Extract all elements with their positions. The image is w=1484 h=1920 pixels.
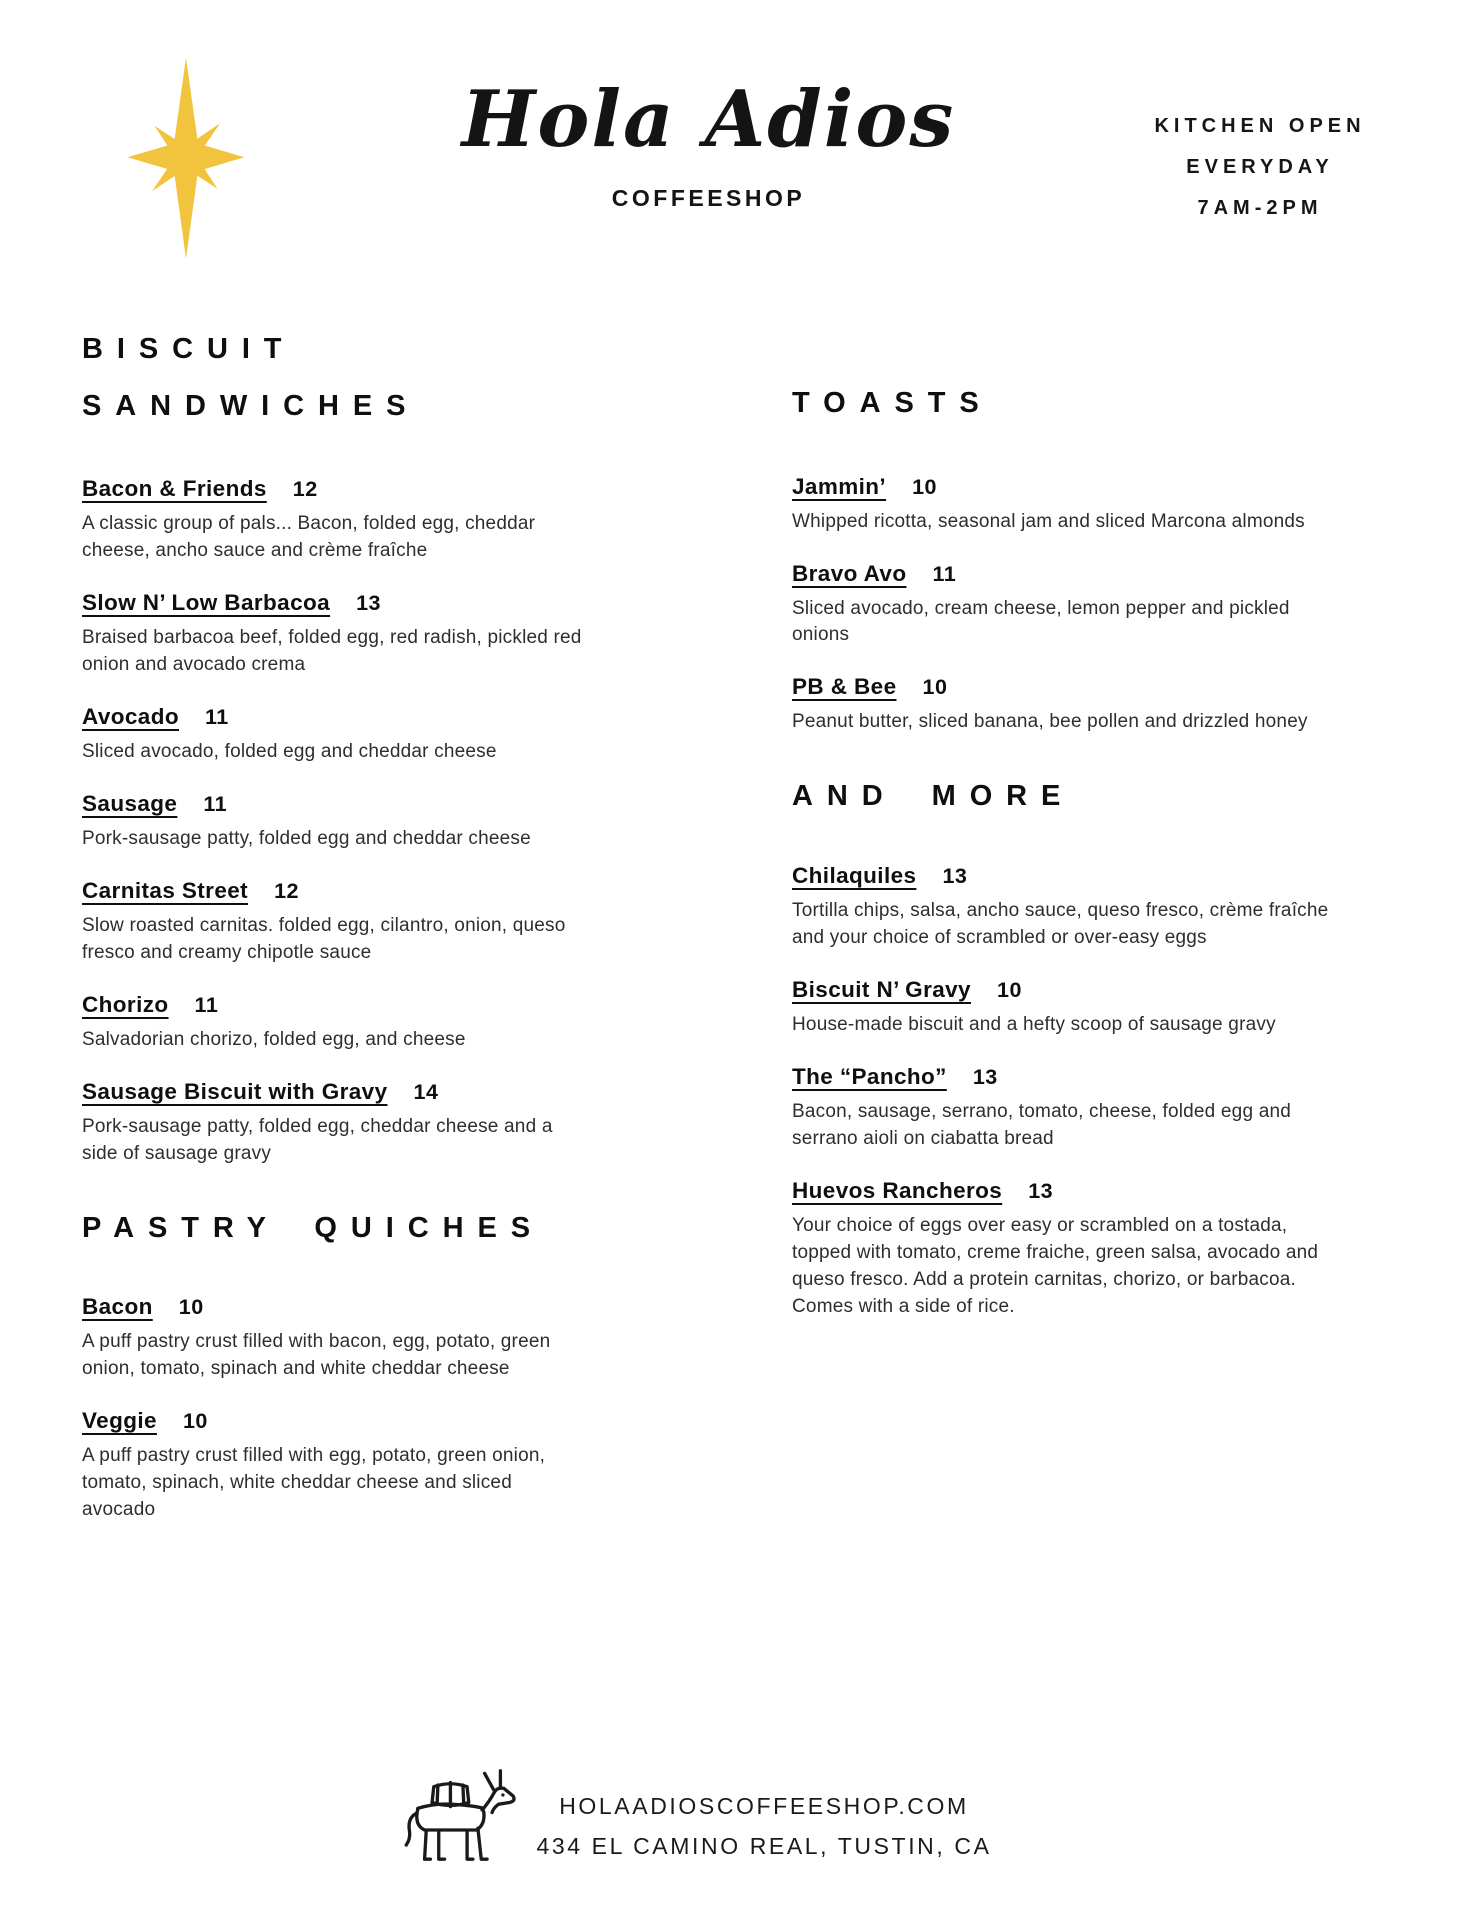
item-name: Chilaquiles (792, 862, 917, 888)
item-price: 10 (922, 675, 948, 700)
item-description: Tortilla chips, salsa, ancho sauce, queso fresco, crème fraîche and your choice of scrambled or over-easy eggs (792, 899, 1329, 948)
item-header (792, 674, 1410, 700)
item-description: Sliced avocado, cream cheese, lemon pepper and pickled onions (792, 597, 1290, 646)
menu-item-bacon-quiche (82, 1294, 722, 1383)
item-header (792, 1178, 1410, 1204)
menu-item-sausage-biscuit-with-gravy (82, 1079, 722, 1168)
item-description: Sliced avocado, folded egg and cheddar cheese (82, 740, 497, 762)
item-header (792, 863, 1410, 889)
item-description: Salvadorian chorizo, folded egg, and cheese (82, 1028, 466, 1050)
item-price: 11 (203, 791, 228, 816)
item-price: 13 (942, 863, 968, 888)
brand (307, 46, 1110, 212)
column-gap (722, 321, 792, 1765)
item-price: 13 (356, 591, 381, 616)
menu-item-the-pancho (792, 1064, 1410, 1153)
item-name: Bacon (82, 1294, 153, 1320)
item-header (82, 704, 722, 730)
item-description: Whipped ricotta, seasonal jam and sliced Marcona almonds (792, 510, 1305, 532)
item-header (82, 590, 722, 616)
menu-item-veggie-quiche (82, 1408, 722, 1524)
menu-item-jammin (792, 474, 1410, 536)
menu-item-carnitas-street (82, 878, 722, 967)
menu-item-chilaquiles (792, 863, 1410, 952)
item-price: 10 (178, 1295, 204, 1320)
item-name: Avocado (82, 703, 179, 729)
menu-item-slow-n-low-barbacoa (82, 590, 722, 679)
menu-column-right (792, 321, 1410, 1765)
section-title-line: PASTRY QUICHES (82, 1211, 544, 1244)
footer-text (536, 1786, 991, 1871)
menu-columns (82, 321, 1410, 1765)
menu-item-bravo-avo (792, 561, 1410, 650)
item-description: Peanut butter, sliced banana, bee pollen and drizzled honey (792, 711, 1308, 733)
item-header (792, 474, 1410, 500)
brand-subtitle: COFFEESHOP (611, 185, 806, 211)
item-name: Bravo Avo (792, 560, 907, 586)
section-title-line: TOASTS (792, 387, 993, 419)
section-title-biscuit-sandwiches (82, 321, 722, 434)
section-title-and-more (792, 768, 1410, 825)
item-price: 11 (194, 992, 219, 1017)
menu-item-biscuit-n-gravy (792, 977, 1410, 1039)
item-description: Pork-sausage patty, folded egg and cheddar cheese (82, 827, 531, 849)
menu-item-pb-and-bee (792, 674, 1410, 736)
item-description: Pork-sausage patty, folded egg, cheddar cheese and a side of sausage gravy (82, 1115, 553, 1164)
item-name: Chorizo (82, 991, 169, 1017)
item-name: PB & Bee (792, 674, 897, 700)
donkey-icon (390, 1765, 520, 1870)
item-header (792, 561, 1410, 587)
item-description: House-made biscuit and a hefty scoop of sausage gravy (792, 1013, 1276, 1035)
item-name: Veggie (82, 1408, 157, 1434)
item-name: Sausage Biscuit with Gravy (82, 1078, 388, 1104)
item-price: 10 (996, 977, 1022, 1002)
menu-item-avocado (82, 704, 722, 766)
address-text: 434 EL CAMINO REAL, TUSTIN, CA (536, 1832, 992, 1859)
item-header (792, 977, 1410, 1003)
menu-header (82, 46, 1410, 267)
website-text: HOLAADIOSCOFFEESHOP.COM (559, 1792, 969, 1819)
brand-wordmark: Hola Adios (461, 74, 956, 165)
section-title-line: SANDWICHES (82, 389, 420, 422)
item-description: Slow roasted carnitas. folded egg, cilantro, onion, queso fresco and creamy chipotle sauce (82, 914, 566, 963)
item-description: A classic group of pals... Bacon, folded egg, cheddar cheese, ancho sauce and crème fraîche (82, 513, 536, 562)
section-title-line: AND MORE (792, 780, 1075, 813)
item-name: Jammin’ (792, 473, 887, 499)
item-price: 12 (274, 878, 299, 903)
item-header (82, 791, 722, 817)
item-description: Your choice of eggs over easy or scrambled on a tostada, topped with tomato, creme fraiche, green salsa, avocado and queso fresco. Add a protein carnitas, chorizo, or barbacoa. Comes with a side of rice. (792, 1214, 1319, 1317)
item-price: 14 (413, 1079, 439, 1104)
item-price: 11 (932, 561, 957, 586)
menu-column-left (82, 321, 722, 1765)
footer (82, 1765, 1300, 1880)
hours-line: 7AM-2PM (1197, 197, 1323, 219)
item-price: 12 (292, 477, 318, 502)
item-price: 13 (972, 1064, 998, 1089)
section-title-line: BISCUIT (82, 333, 296, 365)
item-name: Slow N’ Low Barbacoa (82, 590, 331, 616)
item-price: 10 (912, 474, 938, 499)
item-price: 13 (1028, 1178, 1054, 1203)
star-icon (82, 46, 307, 267)
item-header (82, 1408, 722, 1434)
menu-item-huevos-rancheros (792, 1178, 1410, 1321)
item-header (82, 992, 722, 1018)
item-header (82, 878, 722, 904)
item-description: A puff pastry crust filled with bacon, egg, potato, green onion, tomato, spinach and white cheddar cheese (82, 1331, 551, 1380)
kitchen-hours (1110, 46, 1410, 229)
section-title-toasts (792, 375, 1410, 432)
menu-item-sausage (82, 791, 722, 853)
item-name: Sausage (82, 790, 178, 816)
item-name: Carnitas Street (82, 877, 249, 903)
item-name: The “Pancho” (792, 1063, 947, 1089)
item-price: 11 (205, 704, 229, 729)
menu-item-chorizo (82, 992, 722, 1054)
menu-item-bacon-and-friends (82, 476, 722, 565)
item-name: Huevos Rancheros (792, 1177, 1003, 1203)
item-header (82, 1079, 722, 1105)
section-title-pastry-quiches (82, 1200, 722, 1257)
item-name: Biscuit N’ Gravy (792, 976, 971, 1002)
item-name: Bacon & Friends (82, 476, 267, 502)
item-header (82, 476, 722, 502)
item-price: 10 (182, 1409, 208, 1434)
item-description: Bacon, sausage, serrano, tomato, cheese, folded egg and serrano aioli on ciabatta bread (792, 1100, 1291, 1149)
hours-line: EVERYDAY (1186, 156, 1334, 178)
item-description: A puff pastry crust filled with egg, potato, green onion, tomato, spinach, white cheddar cheese and sliced avocado (82, 1445, 546, 1521)
item-header (792, 1064, 1410, 1090)
item-header (82, 1294, 722, 1320)
item-description: Braised barbacoa beef, folded egg, red radish, pickled red onion and avocado crema (82, 627, 582, 675)
hours-line: KITCHEN OPEN (1154, 115, 1366, 137)
